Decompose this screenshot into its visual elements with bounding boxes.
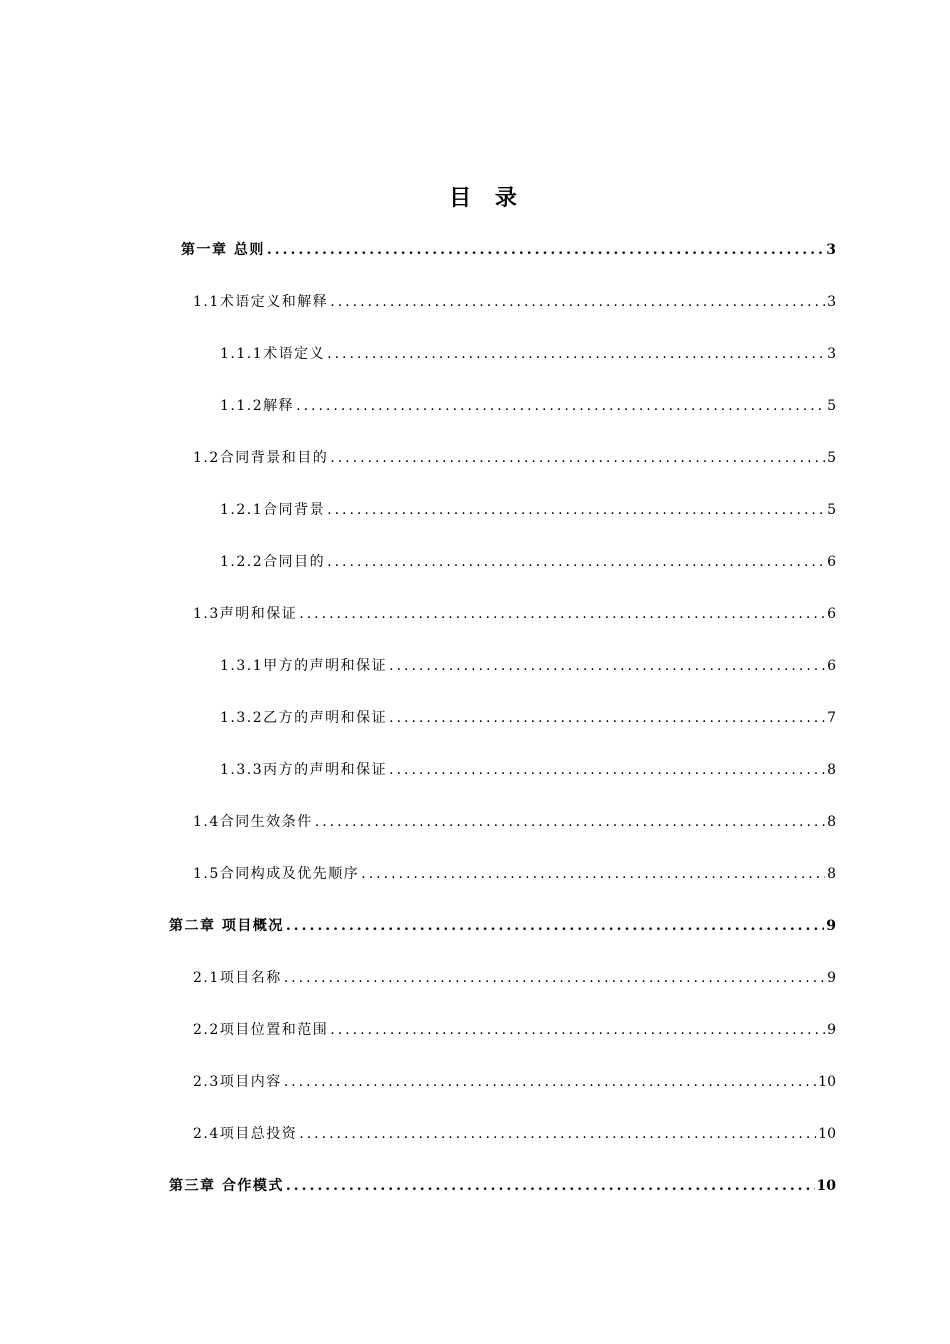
toc-leader-dots bbox=[284, 965, 825, 991]
toc-entry-page: 8 bbox=[827, 814, 836, 830]
toc-entry-label: 第一章 总则 bbox=[181, 242, 265, 258]
toc-leader-dots bbox=[267, 237, 824, 263]
toc-entry-1-2[interactable] bbox=[0, 445, 950, 497]
toc-leader-dots bbox=[330, 1017, 825, 1043]
toc-entry-label: 1.3声明和保证 bbox=[193, 606, 298, 622]
toc-entry-chapter-3[interactable] bbox=[0, 1173, 950, 1225]
toc-entry-label: 1.2合同背景和目的 bbox=[193, 450, 329, 466]
toc-entry-1-4[interactable] bbox=[0, 809, 950, 861]
toc-entry-page: 3 bbox=[827, 294, 836, 310]
toc-entry-page: 8 bbox=[827, 866, 836, 882]
toc-entry-label: 1.3.1甲方的声明和保证 bbox=[220, 658, 388, 674]
toc-entry-1-3-3[interactable] bbox=[0, 757, 950, 809]
toc-entry-page: 5 bbox=[827, 502, 836, 518]
toc-list bbox=[0, 237, 950, 1225]
toc-leader-dots bbox=[361, 861, 825, 887]
toc-entry-label: 1.1术语定义和解释 bbox=[193, 294, 329, 310]
toc-title: 目 录 bbox=[449, 185, 525, 211]
toc-entry-page: 9 bbox=[827, 1022, 836, 1038]
toc-leader-dots bbox=[327, 549, 825, 575]
toc-entry-label: 1.5合同构成及优先顺序 bbox=[193, 866, 360, 882]
toc-entry-2-2[interactable] bbox=[0, 1017, 950, 1069]
toc-entry-page: 6 bbox=[827, 658, 836, 674]
toc-entry-1-2-2[interactable] bbox=[0, 549, 950, 601]
toc-entry-1-1[interactable] bbox=[0, 289, 950, 341]
toc-entry-1-2-1[interactable] bbox=[0, 497, 950, 549]
toc-entry-label: 1.2.1合同背景 bbox=[220, 502, 326, 518]
toc-entry-page: 6 bbox=[827, 606, 836, 622]
toc-entry-label: 2.3项目内容 bbox=[193, 1074, 282, 1090]
toc-entry-page: 5 bbox=[827, 398, 836, 414]
toc-leader-dots bbox=[389, 653, 825, 679]
toc-leader-dots bbox=[286, 1173, 815, 1199]
toc-leader-dots bbox=[296, 393, 825, 419]
toc-entry-page: 3 bbox=[827, 346, 836, 362]
toc-entry-page: 9 bbox=[827, 970, 836, 986]
toc-entry-page: 10 bbox=[818, 1074, 836, 1090]
toc-leader-dots bbox=[299, 1121, 816, 1147]
toc-leader-dots bbox=[327, 497, 825, 523]
toc-leader-dots bbox=[330, 445, 825, 471]
toc-entry-1-3-2[interactable] bbox=[0, 705, 950, 757]
toc-entry-page: 10 bbox=[818, 1126, 836, 1142]
toc-entry-page: 9 bbox=[826, 918, 836, 934]
toc-entry-2-4[interactable] bbox=[0, 1121, 950, 1173]
toc-entry-1-3-1[interactable] bbox=[0, 653, 950, 705]
toc-leader-dots bbox=[299, 601, 825, 627]
toc-entry-page: 7 bbox=[827, 710, 836, 726]
toc-entry-chapter-2[interactable] bbox=[0, 913, 950, 965]
toc-entry-page: 3 bbox=[826, 242, 836, 258]
toc-entry-page: 6 bbox=[827, 554, 836, 570]
toc-entry-label: 2.1项目名称 bbox=[193, 970, 282, 986]
toc-entry-label: 1.3.2乙方的声明和保证 bbox=[220, 710, 388, 726]
toc-entry-label: 1.2.2合同目的 bbox=[220, 554, 326, 570]
toc-entry-page: 5 bbox=[827, 450, 836, 466]
toc-entry-chapter-1[interactable] bbox=[0, 237, 950, 289]
toc-leader-dots bbox=[327, 341, 825, 367]
toc-leader-dots bbox=[389, 705, 825, 731]
toc-entry-1-1-1[interactable] bbox=[0, 341, 950, 393]
toc-entry-label: 1.1.1术语定义 bbox=[220, 346, 326, 362]
toc-entry-label: 第三章 合作模式 bbox=[169, 1178, 284, 1194]
toc-entry-label: 2.2项目位置和范围 bbox=[193, 1022, 329, 1038]
toc-leader-dots bbox=[286, 913, 824, 939]
toc-entry-label: 2.4项目总投资 bbox=[193, 1126, 298, 1142]
toc-entry-1-1-2[interactable] bbox=[0, 393, 950, 445]
toc-entry-2-3[interactable] bbox=[0, 1069, 950, 1121]
toc-entry-1-3[interactable] bbox=[0, 601, 950, 653]
toc-entry-label: 第二章 项目概况 bbox=[169, 918, 284, 934]
toc-entry-label: 1.4合同生效条件 bbox=[193, 814, 313, 830]
toc-entry-label: 1.1.2解释 bbox=[220, 398, 295, 414]
toc-leader-dots bbox=[315, 809, 825, 835]
toc-leader-dots bbox=[330, 289, 825, 315]
toc-entry-label: 1.3.3丙方的声明和保证 bbox=[220, 762, 388, 778]
toc-entry-page: 10 bbox=[816, 1178, 836, 1194]
toc-entry-2-1[interactable] bbox=[0, 965, 950, 1017]
toc-leader-dots bbox=[284, 1069, 816, 1095]
toc-entry-page: 8 bbox=[827, 762, 836, 778]
toc-entry-1-5[interactable] bbox=[0, 861, 950, 913]
toc-leader-dots bbox=[389, 757, 825, 783]
